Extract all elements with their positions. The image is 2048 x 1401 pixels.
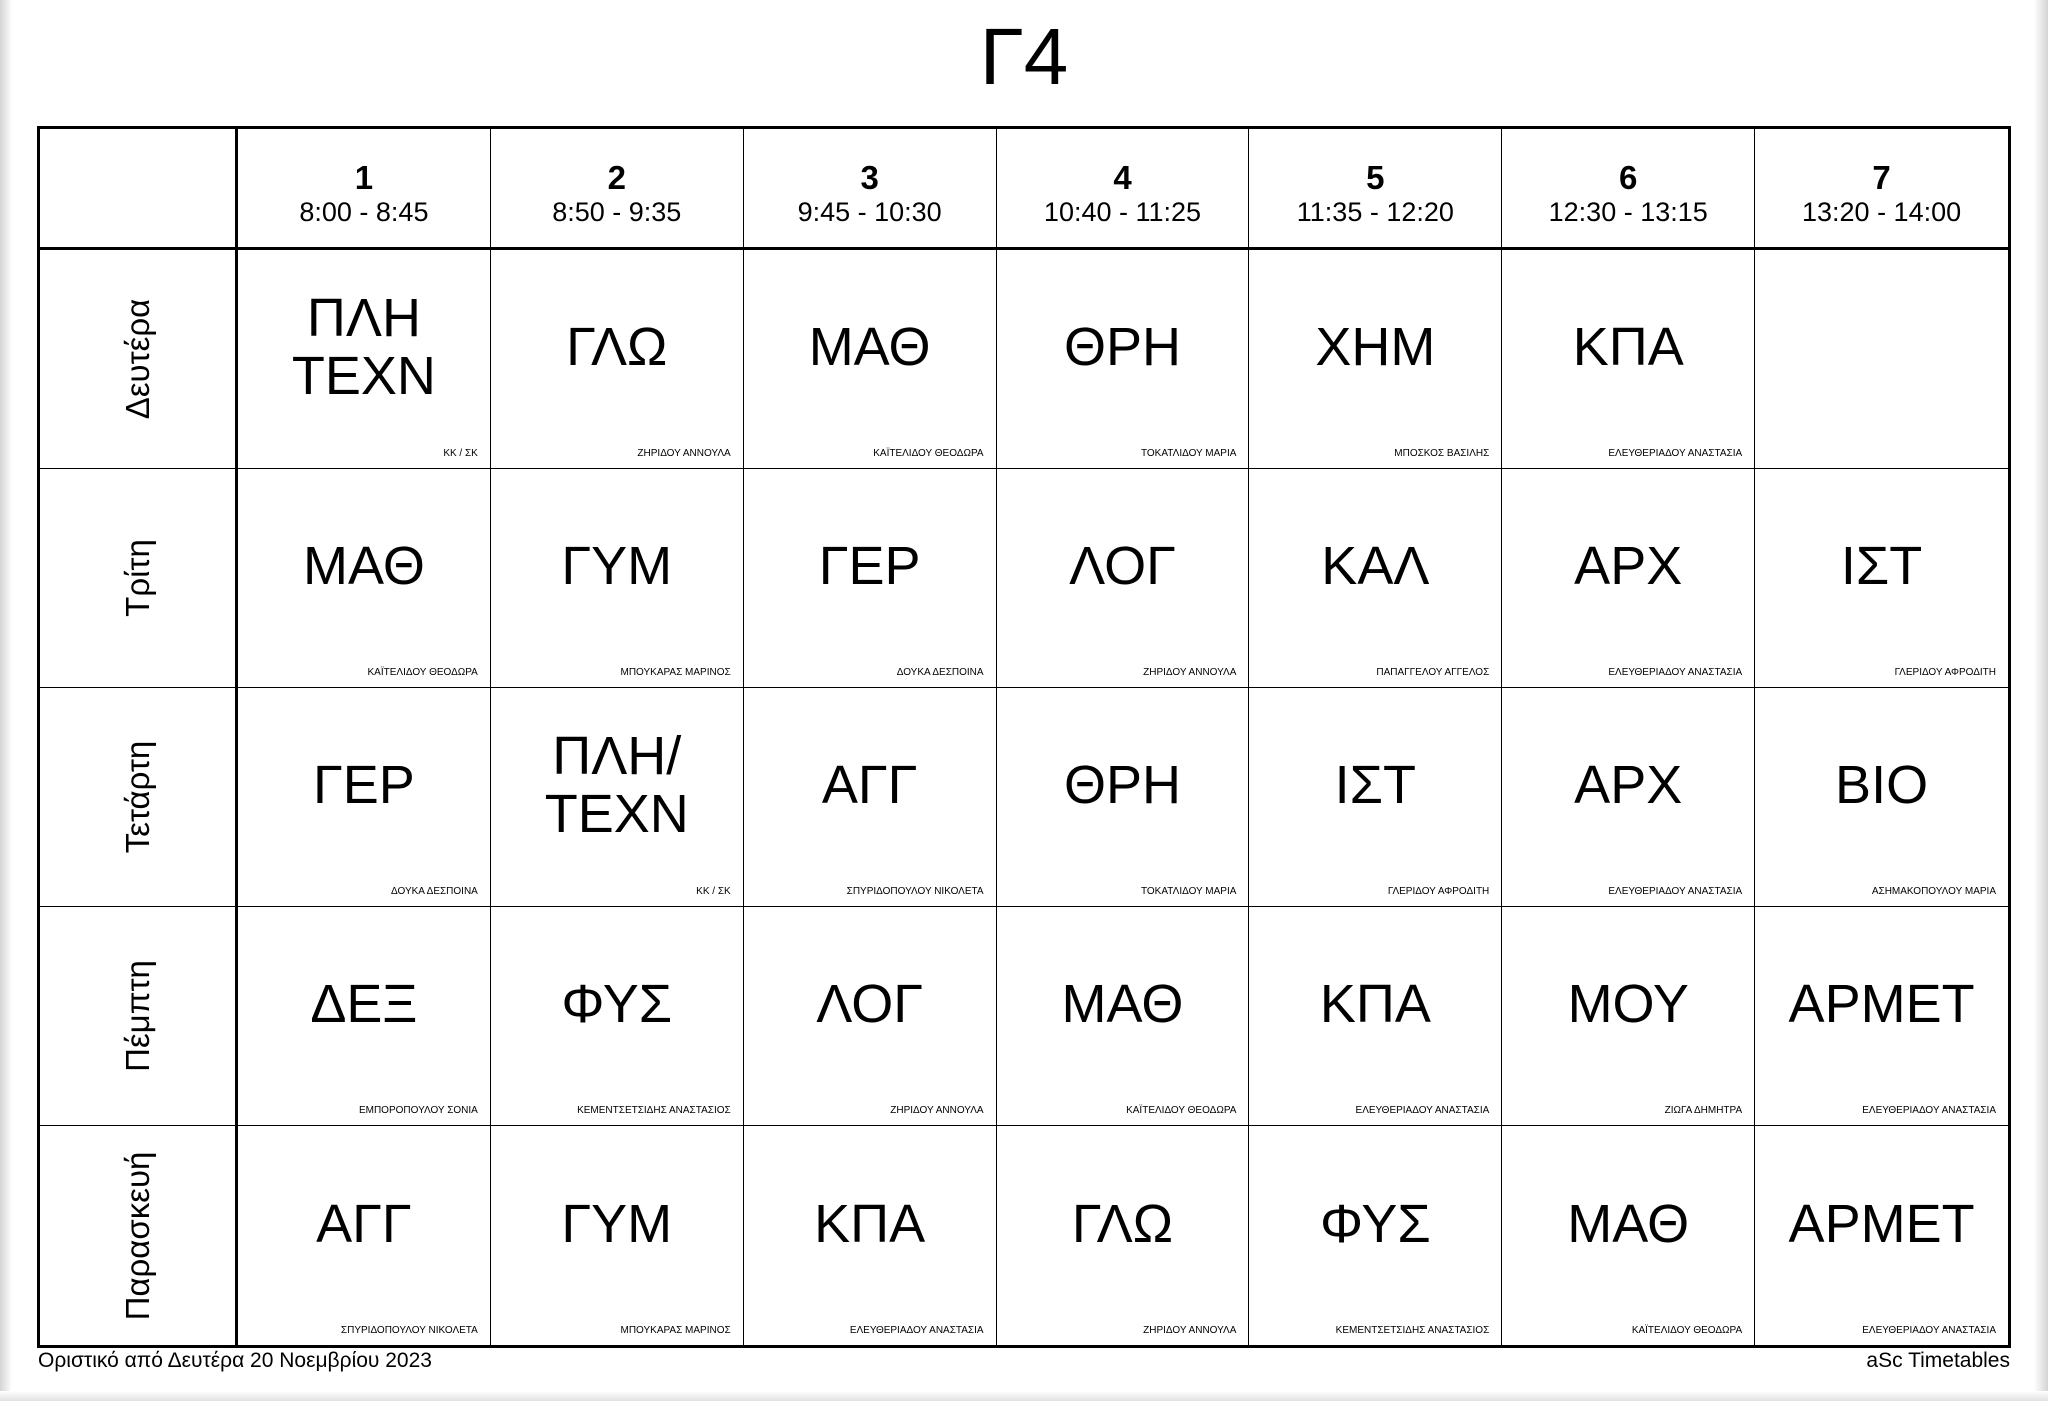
lesson-subject: ΜΟΥ <box>1567 974 1689 1034</box>
lesson-subject: ΛΟΓ <box>1069 536 1176 596</box>
lesson-cell <box>1755 688 2008 907</box>
day-header-3 <box>40 688 238 907</box>
lesson-cell <box>997 1126 1250 1345</box>
lesson-cell <box>1249 250 1502 469</box>
lesson-subject: ΓΛΩ <box>1071 1193 1174 1254</box>
lesson-teacher: ΜΠΟΥΚΑΡΑΣ ΜΑΡΙΝΟΣ <box>620 667 731 678</box>
day-label: Τετάρτη <box>118 740 156 854</box>
period-time: 9:45 - 10:30 <box>797 197 942 227</box>
lesson-teacher: ΕΛΕΥΘΕΡΙΑΔΟΥ ΑΝΑΣΤΑΣΙΑ <box>1355 1105 1490 1116</box>
day-label: Δευτέρα <box>118 298 156 420</box>
period-header-6 <box>1502 129 1755 250</box>
lesson-teacher: ΣΠΥΡΙΔΟΠΟΥΛΟΥ ΝΙΚΟΛΕΤΑ <box>340 1325 478 1336</box>
lesson-subject: ΒΙΟ <box>1835 755 1929 815</box>
lesson-teacher: ΤΟΚΑΤΛΙΔΟΥ ΜΑΡΙΑ <box>1140 886 1237 897</box>
lesson-subject: ΘΡΗ <box>1063 755 1181 815</box>
lesson-subject: ΓΛΩ <box>566 317 668 377</box>
day-header-5 <box>40 1126 238 1345</box>
lesson-teacher: ΣΠΥΡΙΔΟΠΟΥΛΟΥ ΝΙΚΟΛΕΤΑ <box>846 886 984 897</box>
lesson-teacher: ΚΚ / ΣΚ <box>443 448 478 459</box>
period-number: 2 <box>607 159 626 196</box>
lesson-teacher: ΕΛΕΥΘΕΡΙΑΔΟΥ ΑΝΑΣΤΑΣΙΑ <box>1608 886 1743 897</box>
period-header-1 <box>238 129 491 250</box>
timetable-grid <box>37 126 2011 1348</box>
period-number: 7 <box>1872 159 1891 196</box>
page-shadow-right <box>2034 0 2048 1401</box>
lesson-subject: ΑΡΧ <box>1574 536 1683 596</box>
lesson-subject: ΓΥΜ <box>561 536 673 596</box>
lesson-subject: ΚΠΑ <box>1319 974 1431 1034</box>
period-time: 8:50 - 9:35 <box>552 197 682 227</box>
lesson-cell <box>997 688 1250 907</box>
lesson-teacher: ΔΟΥΚΑ ΔΕΣΠΟΙΝΑ <box>896 667 984 678</box>
day-label: Πέμπτη <box>118 960 156 1072</box>
lesson-teacher: ΓΛΕΡΙΔΟΥ ΑΦΡΟΔΙΤΗ <box>1387 886 1490 897</box>
lesson-teacher: ΜΠΟΥΚΑΡΑΣ ΜΑΡΙΝΟΣ <box>620 1325 731 1336</box>
lesson-cell <box>744 250 997 469</box>
lesson-teacher: ΚΕΜΕΝΤΣΕΤΣΙΔΗΣ ΑΝΑΣΤΑΣΙΟΣ <box>577 1105 731 1116</box>
class-title: Γ4 <box>979 12 1069 101</box>
lesson-teacher: ΚΑΪΤΕΛΙΔΟΥ ΘΕΟΔΩΡΑ <box>367 667 478 678</box>
lesson-subject: ΠΛΗ ΤΕΧΝ <box>291 288 436 406</box>
lesson-subject: ΑΓΓ <box>316 1193 412 1254</box>
day-header-4 <box>40 907 238 1126</box>
lesson-subject: ΜΑΘ <box>1061 974 1184 1034</box>
lesson-teacher: ΕΜΠΟΡΟΠΟΥΛΟΥ ΣΟΝΙΑ <box>358 1105 478 1116</box>
period-header-3 <box>744 129 997 250</box>
period-time: 12:30 - 13:15 <box>1548 197 1708 227</box>
lesson-subject: ΚΑΛ <box>1321 536 1430 596</box>
lesson-subject: ΑΓΓ <box>821 755 918 815</box>
lesson-subject: ΙΣΤ <box>1840 536 1923 596</box>
lesson-cell <box>744 469 997 688</box>
lesson-teacher: ΚΑΪΤΕΛΙΔΟΥ ΘΕΟΔΩΡΑ <box>1126 1105 1237 1116</box>
lesson-subject: ΑΡΧ <box>1574 755 1683 815</box>
period-time: 13:20 - 14:00 <box>1802 197 1962 227</box>
lesson-teacher: ΚΑΪΤΕΛΙΔΟΥ ΘΕΟΔΩΡΑ <box>873 448 984 459</box>
lesson-cell <box>491 250 744 469</box>
period-header-4 <box>997 129 1250 250</box>
day-label: Παρασκευή <box>118 1151 156 1320</box>
lesson-teacher: ΖΗΡΙΔΟΥ ΑΝΝΟΥΛΑ <box>1143 1325 1237 1336</box>
lesson-cell <box>1249 1126 1502 1345</box>
page-shadow-left <box>0 0 12 1401</box>
lesson-teacher: ΑΣΗΜΑΚΟΠΟΥΛΟΥ ΜΑΡΙΑ <box>1871 886 1996 897</box>
lesson-teacher: ΕΛΕΥΘΕΡΙΑΔΟΥ ΑΝΑΣΤΑΣΙΑ <box>1862 1105 1996 1116</box>
lesson-subject: ΘΡΗ <box>1063 317 1181 377</box>
lesson-subject: ΔΕΞ <box>310 974 418 1034</box>
lesson-cell <box>1502 688 1755 907</box>
period-header-5 <box>1249 129 1502 250</box>
lesson-teacher: ΚΕΜΕΝΤΣΕΤΣΙΔΗΣ ΑΝΑΣΤΑΣΙΟΣ <box>1335 1325 1490 1336</box>
lesson-subject: ΑΡΜΕΤ <box>1788 974 1975 1034</box>
lesson-cell <box>744 907 997 1126</box>
lesson-cell <box>238 688 491 907</box>
lesson-teacher: ΜΠΟΣΚΟΣ ΒΑΣΙΛΗΣ <box>1394 448 1490 459</box>
day-header-2 <box>40 469 238 688</box>
lesson-cell <box>1502 250 1755 469</box>
corner-cell <box>40 129 238 250</box>
lesson-subject: ΜΑΘ <box>808 317 931 377</box>
lesson-subject: ΓΥΜ <box>561 1193 673 1254</box>
lesson-teacher: ΖΗΡΙΔΟΥ ΑΝΝΟΥΛΑ <box>1143 667 1237 678</box>
lesson-teacher: ΕΛΕΥΘΕΡΙΑΔΟΥ ΑΝΑΣΤΑΣΙΑ <box>1608 448 1743 459</box>
lesson-teacher: ΔΟΥΚΑ ΔΕΣΠΟΙΝΑ <box>391 886 478 897</box>
lesson-cell <box>997 469 1250 688</box>
period-number: 6 <box>1619 159 1638 196</box>
lesson-cell <box>238 907 491 1126</box>
lesson-teacher: ΚΚ / ΣΚ <box>696 886 731 897</box>
lesson-teacher: ΕΛΕΥΘΕΡΙΑΔΟΥ ΑΝΑΣΤΑΣΙΑ <box>849 1325 984 1336</box>
lesson-teacher: ΤΟΚΑΤΛΙΔΟΥ ΜΑΡΙΑ <box>1140 448 1237 459</box>
lesson-cell <box>1502 469 1755 688</box>
period-header-2 <box>491 129 744 250</box>
lesson-subject: ΓΕΡ <box>818 536 921 596</box>
period-number: 1 <box>354 159 374 196</box>
page-shadow-bottom <box>0 1391 2048 1401</box>
lesson-cell <box>1249 907 1502 1126</box>
lesson-subject: ΚΠΑ <box>1572 317 1684 377</box>
lesson-cell <box>238 469 491 688</box>
lesson-cell <box>1502 907 1755 1126</box>
lesson-cell <box>997 250 1250 469</box>
lesson-subject: ΚΠΑ <box>814 1193 926 1254</box>
lesson-teacher: ΖΗΡΙΔΟΥ ΑΝΝΟΥΛΑ <box>637 448 731 459</box>
lesson-cell <box>491 1126 744 1345</box>
period-time: 8:00 - 8:45 <box>299 197 429 227</box>
lesson-subject: ΙΣΤ <box>1334 755 1417 815</box>
lesson-cell <box>1755 907 2008 1126</box>
lesson-subject: ΜΑΘ <box>1567 1193 1690 1254</box>
period-time: 10:40 - 11:25 <box>1043 197 1202 227</box>
lesson-cell <box>1502 1126 1755 1345</box>
lesson-cell <box>1249 688 1502 907</box>
period-number: 4 <box>1113 159 1132 196</box>
generator-credit: aSc Timetables <box>1866 1349 2010 1372</box>
day-label: Τρίτη <box>118 539 156 617</box>
lesson-cell <box>1755 250 2008 469</box>
lesson-cell <box>744 1126 997 1345</box>
lesson-cell <box>238 1126 491 1345</box>
lesson-cell <box>997 907 1250 1126</box>
period-header-7 <box>1755 129 2008 250</box>
lesson-teacher: ΠΑΠΑΓΓΕΛΟΥ ΑΓΓΕΛΟΣ <box>1376 667 1490 678</box>
day-header-1 <box>40 250 238 469</box>
lesson-cell <box>744 688 997 907</box>
lesson-teacher: ΕΛΕΥΘΕΡΙΑΔΟΥ ΑΝΑΣΤΑΣΙΑ <box>1608 667 1743 678</box>
lesson-cell <box>1755 469 2008 688</box>
lesson-subject: ΦΥΣ <box>1319 1193 1431 1254</box>
lesson-teacher: ΖΙΩΓΑ ΔΗΜΗΤΡΑ <box>1664 1105 1743 1116</box>
lesson-subject: ΜΑΘ <box>302 536 425 596</box>
period-number: 5 <box>1366 159 1385 196</box>
lesson-teacher: ΕΛΕΥΘΕΡΙΑΔΟΥ ΑΝΑΣΤΑΣΙΑ <box>1862 1325 1996 1336</box>
period-number: 3 <box>860 159 879 196</box>
lesson-subject: ΛΟΓ <box>816 974 923 1034</box>
lesson-subject: ΑΡΜΕΤ <box>1788 1193 1975 1254</box>
lesson-subject: ΠΛΗ/ ΤΕΧΝ <box>544 726 689 844</box>
lesson-cell <box>238 250 491 469</box>
lesson-subject: ΓΕΡ <box>313 755 415 815</box>
lesson-teacher: ΚΑΪΤΕΛΙΔΟΥ ΘΕΟΔΩΡΑ <box>1631 1325 1743 1336</box>
lesson-cell <box>1249 469 1502 688</box>
lesson-cell <box>491 469 744 688</box>
lesson-teacher: ΖΗΡΙΔΟΥ ΑΝΝΟΥΛΑ <box>890 1105 984 1116</box>
lesson-teacher: ΓΛΕΡΙΔΟΥ ΑΦΡΟΔΙΤΗ <box>1894 667 1996 678</box>
lesson-subject: ΧΗΜ <box>1315 317 1436 377</box>
lesson-cell <box>491 907 744 1126</box>
lesson-subject: ΦΥΣ <box>561 974 673 1034</box>
lesson-cell <box>491 688 744 907</box>
validity-note: Οριστικό από Δευτέρα 20 Νοεμβρίου 2023 <box>38 1349 432 1372</box>
period-time: 11:35 - 12:20 <box>1296 197 1454 227</box>
lesson-cell <box>1755 1126 2008 1345</box>
lesson-subject <box>1755 250 2008 444</box>
